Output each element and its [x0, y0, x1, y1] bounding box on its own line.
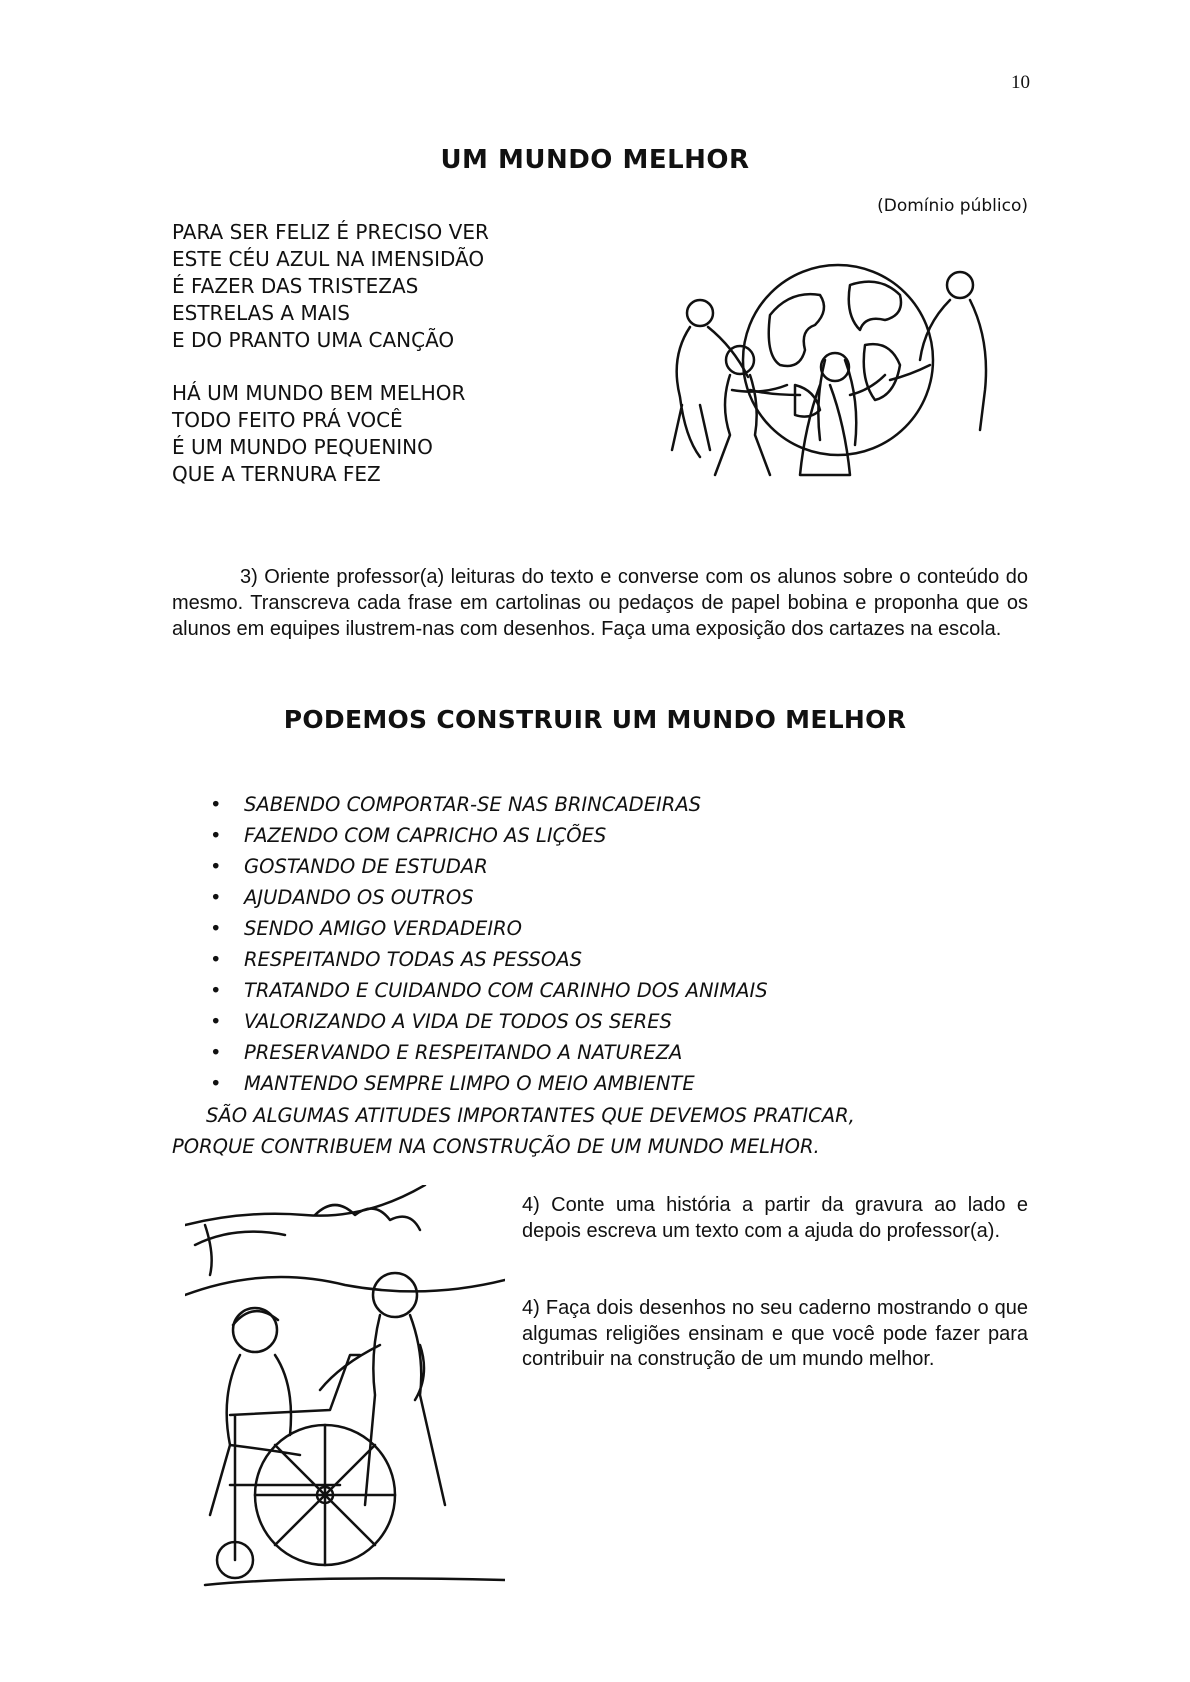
wheelchair-frame [230, 1355, 360, 1560]
list-item: • TRATANDO E CUIDANDO COM CARINHO DOS ANIMAIS [210, 975, 768, 1006]
poem-stanza-2 [172, 380, 465, 488]
poem-line: HÁ UM MUNDO BEM MELHOR [172, 381, 466, 405]
boy-head [373, 1273, 417, 1317]
list-item: • AJUDANDO OS OUTROS [210, 882, 768, 913]
wheelchair-friends-illustration [185, 1185, 505, 1590]
bullet-icon: • [210, 917, 222, 940]
list-item: • SABENDO COMPORTAR-SE NAS BRINCADEIRAS [210, 789, 768, 820]
poem-line: É FAZER DAS TRISTEZAS [172, 274, 419, 298]
hill-outline [185, 1277, 505, 1295]
child-head [821, 353, 849, 381]
bullet-icon: • [210, 1072, 222, 1095]
list-item: • VALORIZANDO A VIDA DE TODOS OS SERES [210, 1006, 768, 1037]
list-item: • MANTENDO SEMPRE LIMPO O MEIO AMBIENTE [210, 1068, 768, 1099]
poem-line: QUE A TERNURA FEZ [172, 462, 381, 486]
activity-3-text: 3) Oriente professor(a) leituras do texto e converse com os alunos sobre o conteúdo do mesmo. Transcreva cada frase em cartolinas ou pedaços de papel bobina e proponha que os alunos em equipes ilustrem-nas com desenhos. Faça uma exposição dos cartazes na escola. [172, 566, 1028, 640]
poem-line: PARA SER FELIZ É PRECISO VER [172, 220, 489, 244]
list-item: • RESPEITANDO TODAS AS PESSOAS [210, 944, 768, 975]
poem-line: ESTE CÉU AZUL NA IMENSIDÃO [172, 247, 485, 271]
section-title: PODEMOS CONSTRUIR UM MUNDO MELHOR [283, 705, 907, 734]
list-item: • FAZENDO COM CAPRICHO AS LIÇÕES [210, 820, 768, 851]
song-title: UM MUNDO MELHOR [440, 145, 750, 175]
song-source: (Domínio público) [877, 196, 1028, 216]
boy-body [320, 1315, 445, 1505]
poem-line: ESTRELAS A MAIS [172, 301, 350, 325]
conclusion-line: SÃO ALGUMAS ATITUDES IMPORTANTES QUE DEVEMOS PRATICAR, [206, 1104, 855, 1127]
bullet-icon: • [210, 948, 222, 971]
globe-outline [743, 265, 933, 455]
continent-outline [795, 385, 820, 417]
bullet-icon: • [210, 793, 222, 816]
child-head [687, 300, 713, 326]
ground-line [205, 1578, 505, 1585]
tree-branch [185, 1185, 425, 1275]
bullet-icon: • [210, 886, 222, 909]
child-hair [818, 360, 856, 445]
activity-3-paragraph [172, 564, 1028, 642]
list-item: • SENDO AMIGO VERDADEIRO [210, 913, 768, 944]
poem-line: É UM MUNDO PEQUENINO [172, 435, 433, 459]
tree-foliage [315, 1205, 420, 1230]
conclusion-line: PORQUE CONTRIBUEM NA CONSTRUÇÃO DE UM MUNDO MELHOR. [172, 1135, 820, 1158]
child-body [890, 300, 986, 430]
activity-4a: 4) Conte uma história a partir da gravura ao lado e depois escreva um texto com a ajuda do professor(a). [522, 1194, 1028, 1242]
child-head [726, 346, 754, 374]
page-number: 10 [1011, 72, 1030, 93]
conclusion [172, 1100, 1032, 1162]
bullet-icon: • [210, 824, 222, 847]
continent-outline [769, 294, 824, 366]
bullet-icon: • [210, 855, 222, 878]
bullet-icon: • [210, 1010, 222, 1033]
child-head [947, 272, 973, 298]
bullet-icon: • [210, 1041, 222, 1064]
children-around-globe-illustration [660, 255, 1010, 495]
activity-4b: 4) Faça dois desenhos no seu caderno mostrando o que algumas religiões ensinam e que você pode fazer para contribuir na construção de um mundo melhor. [522, 1297, 1028, 1370]
bullet-icon: • [210, 979, 222, 1002]
wheelchair-spokes [255, 1425, 395, 1565]
attitudes-list [210, 789, 768, 1099]
poem-stanza-1 [172, 219, 489, 354]
list-item: • GOSTANDO DE ESTUDAR [210, 851, 768, 882]
poem-line: E DO PRANTO UMA CANÇÃO [172, 328, 455, 352]
list-item: • PRESERVANDO E RESPEITANDO A NATUREZA [210, 1037, 768, 1068]
poem-line: TODO FEITO PRÁ VOCÊ [172, 408, 403, 432]
continent-outline [864, 344, 900, 400]
continent-outline [849, 282, 901, 330]
